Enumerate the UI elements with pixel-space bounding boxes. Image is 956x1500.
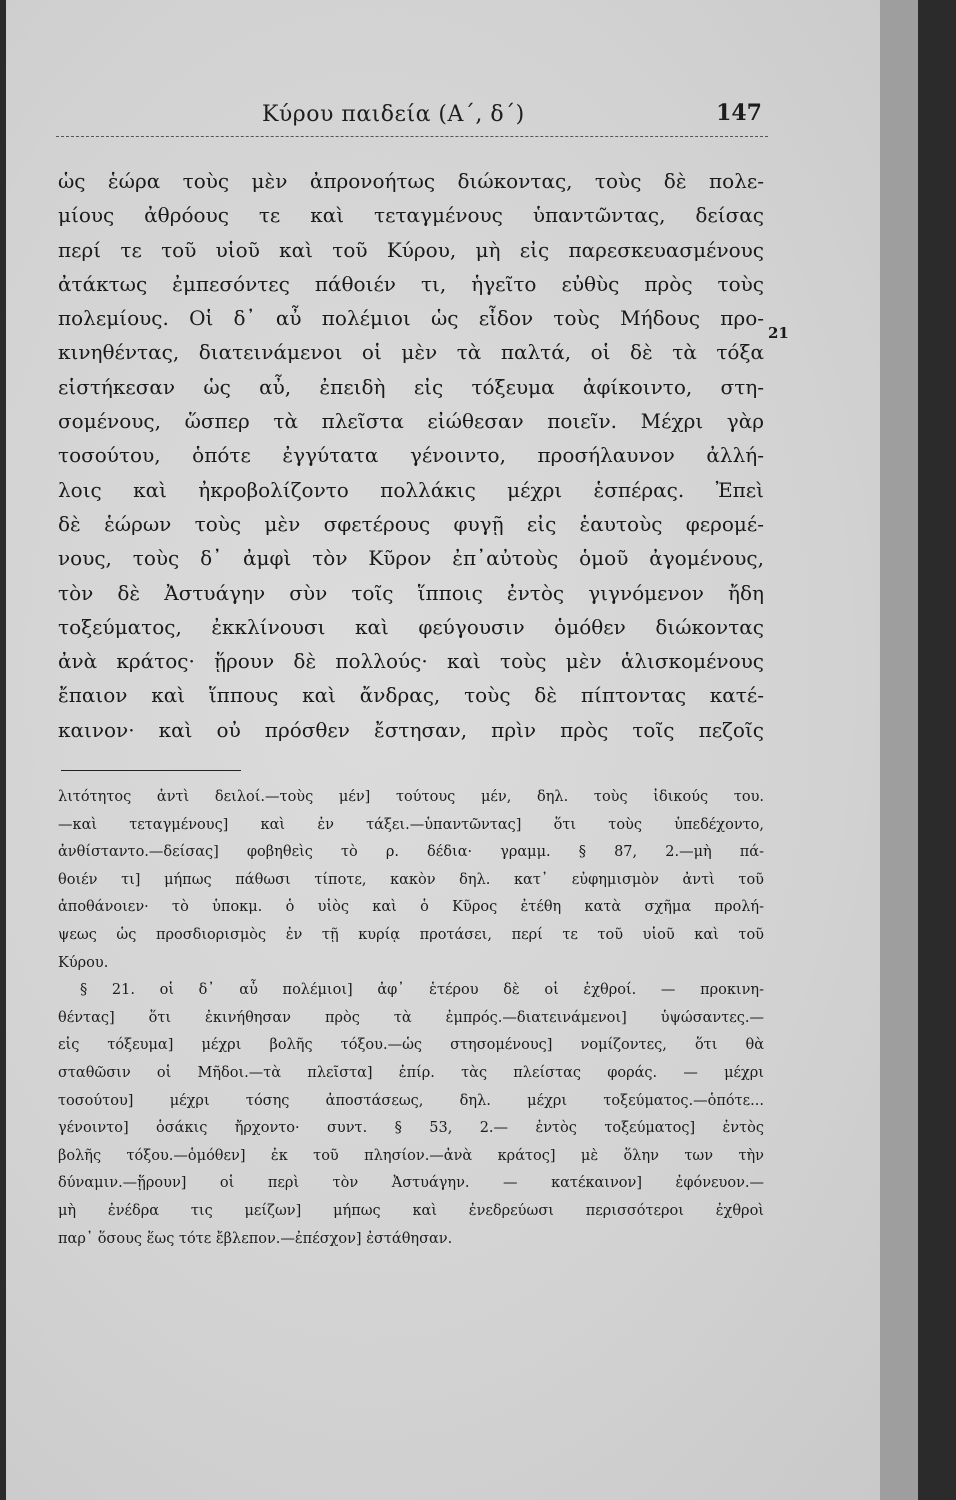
text-line: ἔπαιον καὶ ἵππους καὶ ἄνδρας, τοὺς δὲ πίπτοντας κατέ- bbox=[58, 683, 764, 708]
text-line: δὲ ἑώρων τοὺς μὲν σφετέρους φυγῇ εἰς ἑαυτοὺς φερομέ- bbox=[58, 511, 764, 536]
text-line: ἀνὰ κράτος· ᾕρουν δὲ πολλούς· καὶ τοὺς μὲν ἁλισκομένους bbox=[58, 649, 764, 674]
footnote-line: σταθῶσιν οἱ Μῆδοι.—τὰ πλεῖστα] ἐπίρ. τὰς πλείστας φοράς. — μέχρι bbox=[58, 1064, 764, 1081]
footnote-line: —καὶ τεταγμένους] καὶ ἐν τάξει.—ὑπαντῶντας] ὅτι τοὺς ὑπεδέχοντο, bbox=[58, 816, 764, 833]
main-text-block bbox=[58, 164, 764, 747]
page-edge-shadow bbox=[880, 0, 918, 1500]
footnote-line: παρ᾽ ὅσους ἕως τότε ἔβλεπον.—ἐπέσχον] ἐστάθησαν. bbox=[58, 1230, 453, 1247]
footnote-line: γένοιντο] ὁσάκις ἤρχοντο· συντ. § 53, 2.— ἐντὸς τοξεύματος] ἐντὸς bbox=[58, 1120, 764, 1137]
footnote-line: § 21. οἱ δ᾽ αὖ πολέμιοι] ἀφ᾽ ἑτέρου δὲ οἱ ἐχθροί. — προκινη- bbox=[80, 982, 764, 999]
footnote-line: βολῆς τόξου.—ὁμόθεν] ἐκ τοῦ πλησίον.—ἀνὰ κράτος] μὲ ὅλην των τὴν bbox=[58, 1147, 764, 1164]
footnote-line: θέντας] ὅτι ἐκινήθησαν πρὸς τὰ ἐμπρός.—διατεινάμενοι] ὑψώσαντες.— bbox=[58, 1009, 764, 1026]
text-line: μίους ἀθρόους τε καὶ τεταγμένους ὑπαντῶντας, δείσας bbox=[58, 203, 764, 228]
footnote-line: θοιέν τι] μήπως πάθωσι τίποτε, κακὸν δηλ. κατ᾽ εὐφημισμὸν ἀντὶ τοῦ bbox=[58, 871, 764, 888]
text-line: εἱστήκεσαν ὡς αὖ, ἐπειδὴ εἰς τόξευμα ἀφίκοιντο, στη- bbox=[58, 374, 764, 399]
footnote-line: μὴ ἐνέδρα τις μείζων] μήπως καὶ ἐνεδρεύωσι περισσότεροι ἐχθροὶ bbox=[58, 1202, 764, 1219]
text-line: σομένους, ὥσπερ τὰ πλεῖστα εἰώθεσαν ποιεῖν. Μέχρι γὰρ bbox=[58, 409, 764, 434]
footnote-line: λιτότητος ἀντὶ δειλοί.—τοὺς μέν] τούτους μέν, δηλ. τοὺς ἰδικούς του. bbox=[58, 789, 764, 805]
footnote-line: ἀνθίσταντο.—δείσας] φοβηθεὶς τὸ ρ. δέδια· γραμμ. § 87, 2.—μὴ πά- bbox=[58, 844, 764, 861]
running-head bbox=[56, 92, 768, 137]
text-line: κινηθέντας, διατεινάμενοι οἱ μὲν τὰ παλτά, οἱ δὲ τὰ τόξα bbox=[58, 340, 764, 365]
footnote-line: ἀποθάνοιεν· τὸ ὑποκμ. ὁ υἱὸς καὶ ὁ Κῦρος ἐτέθη κατὰ σχῆμα προλή- bbox=[58, 899, 764, 916]
running-title: Κύρου παιδεία (Α΄, δ΄) bbox=[262, 102, 525, 127]
text-line: τοσούτου, ὁπότε ἐγγύτατα γένοιντο, προσήλαυνον ἀλλή- bbox=[58, 443, 764, 468]
text-line: λοις καὶ ἠκροβολίζοντο πολλάκις μέχρι ἑσπέρας. Ἐπεὶ bbox=[58, 477, 764, 502]
footnote-line: Κύρου. bbox=[58, 954, 109, 971]
text-line: καινον· καὶ οὐ πρόσθεν ἔστησαν, πρὶν πρὸς τοῖς πεζοῖς bbox=[58, 717, 764, 742]
text-line: νους, τοὺς δ᾽ ἀμφὶ τὸν Κῦρον ἐπ᾽αὐτοὺς ὁμοῦ ἀγομένους, bbox=[58, 546, 764, 571]
text-line: τοξεύματος, ἐκκλίνουσι καὶ φεύγουσιν ὁμόθεν διώκοντας bbox=[58, 614, 764, 639]
section-number-marker: 21 bbox=[768, 324, 789, 342]
text-line: πολεμίους. Οἱ δ᾽ αὖ πολέμιοι ὡς εἶδον τοὺς Μήδους προ- bbox=[58, 306, 764, 331]
footnote-line: δύναμιν.—ᾕρουν] οἱ περὶ τὸν Ἀστυάγην. — κατέκαινον] ἐφόνευον.— bbox=[58, 1175, 764, 1192]
footnotes-block bbox=[58, 784, 764, 1253]
text-line: ὡς ἑώρα τοὺς μὲν ἀπρονοήτως διώκοντας, τοὺς δὲ πολε- bbox=[58, 169, 764, 193]
text-line: ἀτάκτως ἐμπεσόντες πάθοιέν τι, ἡγεῖτο εὐθὺς πρὸς τοὺς bbox=[58, 271, 764, 296]
footnote-line: εἰς τόξευμα] μέχρι βολῆς τόξου.—ὡς στησομένους] νομίζοντες, ὅτι θὰ bbox=[58, 1037, 764, 1054]
footnote-line: τοσούτου] μέχρι τόσης ἀποστάσεως, δηλ. μέχρι τοξεύματος.—ὁπότε... bbox=[58, 1092, 764, 1109]
footnote-separator bbox=[61, 770, 241, 771]
text-line: περί τε τοῦ υἱοῦ καὶ τοῦ Κύρου, μὴ εἰς παρεσκευασμένους bbox=[58, 237, 764, 262]
footnote-line: ψεως ὡς προσδιορισμὸς ἐν τῇ κυρίᾳ προτάσει, περί τε τοῦ υἱοῦ καὶ τοῦ bbox=[58, 926, 764, 943]
text-line: τὸν δὲ Ἀστυάγην σὺν τοῖς ἵπποις ἐντὸς γιγνόμενον ἤδη bbox=[58, 580, 764, 605]
book-page bbox=[6, 0, 918, 1500]
page-number: 147 bbox=[716, 100, 762, 126]
